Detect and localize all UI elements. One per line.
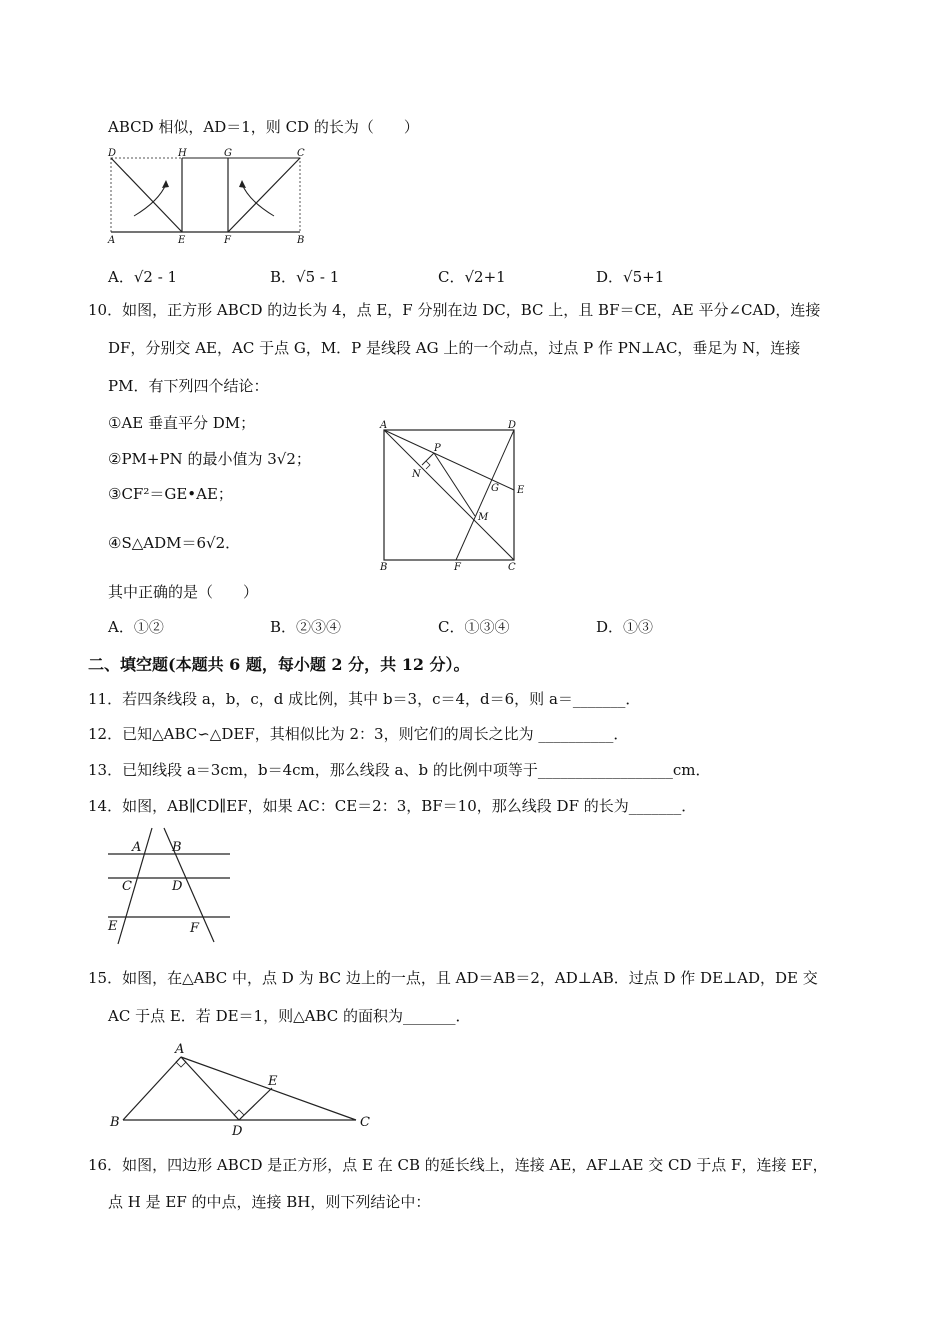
- q9-label-D: D: [108, 148, 117, 159]
- q9-label-A: A: [108, 235, 116, 246]
- q15-figure: [108, 1038, 378, 1138]
- q10-label-A: A: [380, 420, 388, 431]
- q10-label-C: C: [508, 562, 516, 573]
- q10-segment-DF: [456, 430, 514, 560]
- q15-label-A: A: [175, 1042, 185, 1057]
- q15-right-angle-D-icon: [234, 1110, 244, 1120]
- q10-line1: 10．如图，正方形 ABCD 的边长为 4，点 E，F 分别在边 DC，BC 上，且 BF＝CE，AE 平分∠CAD，连接: [88, 301, 821, 319]
- q10-ask: 其中正确的是（ ）: [108, 583, 259, 601]
- q9-arrowhead-right-icon: [239, 180, 246, 188]
- q9-stem-tail: ABCD 相似，AD＝1，则 CD 的长为（ ）: [108, 118, 419, 136]
- q15-segment-AB: [123, 1057, 181, 1120]
- q14-label-D: D: [172, 879, 183, 894]
- q10-label-E: E: [517, 485, 525, 496]
- q14-label-F: F: [190, 921, 200, 936]
- q10-conclusion-4: ④S△ADM＝6√2．: [108, 534, 241, 552]
- q10-choice-d[interactable]: D．①③: [596, 618, 654, 636]
- q16-line2: 点 H 是 EF 的中点，连接 BH，则下列结论中：: [108, 1193, 431, 1211]
- q11-text: 11．若四条线段 a，b，c，d 成比例，其中 b＝3，c＝4，d＝6，则 a＝_______．: [88, 690, 641, 708]
- q9-label-H: H: [178, 148, 187, 159]
- q9-choice-c[interactable]: C．√2+1: [438, 268, 506, 286]
- q12-text: 12．已知△ABC∽△DEF，其相似比为 2：3，则它们的周长之比为 __________．: [88, 725, 629, 743]
- q10-segment-AE: [384, 430, 514, 490]
- q9-arrowhead-left-icon: [162, 180, 169, 188]
- q10-choice-c[interactable]: C．①③④: [438, 618, 510, 636]
- q9-choice-a[interactable]: A．√2 - 1: [108, 268, 178, 286]
- q10-label-F: F: [454, 562, 461, 573]
- q10-label-N: N: [412, 469, 421, 480]
- q9-choice-b[interactable]: B．√5 - 1: [270, 268, 340, 286]
- q10-choices: [108, 616, 708, 638]
- q15-line1: 15．如图，在△ABC 中，点 D 为 BC 边上的一点，且 AD＝AB＝2，AD⊥AB．过点 D 作 DE⊥AD，DE 交: [88, 969, 818, 987]
- q10-line3: PM．有下列四个结论：: [108, 377, 269, 395]
- q10-diagonal-AC: [384, 430, 514, 560]
- q15-label-D: D: [232, 1124, 243, 1138]
- q10-choice-a[interactable]: A．①②: [108, 618, 164, 636]
- q10-label-P: P: [434, 443, 441, 454]
- q10-label-B: B: [380, 562, 388, 573]
- q9-figure: [104, 146, 308, 246]
- q9-label-B: B: [297, 235, 305, 246]
- q14-figure: [104, 826, 234, 946]
- q10-label-M: M: [478, 512, 489, 523]
- q10-right-angle-icon: [426, 461, 430, 469]
- q9-choice-d[interactable]: D．√5+1: [596, 268, 665, 286]
- q15-label-C: C: [360, 1115, 370, 1130]
- q14-label-E: E: [108, 919, 118, 934]
- q9-fold-arrow-left: [134, 184, 166, 216]
- q10-label-D: D: [508, 420, 517, 431]
- q14-label-B: B: [172, 840, 182, 855]
- q15-segment-AD: [181, 1057, 239, 1120]
- q14-text: 14．如图，AB∥CD∥EF，如果 AC：CE＝2：3，BF＝10，那么线段 DF 的长为_______．: [88, 797, 697, 815]
- q10-conclusion-2: ②PM+PN 的最小值为 3√2；: [108, 450, 311, 468]
- q9-dashed-rectangle: [111, 158, 300, 232]
- q10-figure: [376, 416, 526, 574]
- q10-conclusion-3: ③CF²＝GE•AE；: [108, 485, 233, 503]
- q10-line2: DF，分别交 AE，AC 于点 G，M．P 是线段 AG 上的一个动点，过点 P 作 PN⊥AC，垂足为 N，连接: [108, 339, 801, 357]
- q15-label-B: B: [110, 1115, 120, 1130]
- q9-segment-DE: [111, 158, 182, 232]
- q10-choice-b[interactable]: B．②③④: [270, 618, 342, 636]
- q9-label-F: F: [224, 235, 231, 246]
- q10-label-G: G: [491, 483, 499, 494]
- q9-label-G: G: [224, 148, 232, 159]
- q13-text: 13．已知线段 a＝3cm，b＝4cm，那么线段 a、b 的比例中项等于__________________cm．: [88, 761, 711, 779]
- q9-segment-CF: [228, 158, 300, 232]
- q10-conclusion-1: ①AE 垂直平分 DM；: [108, 414, 256, 432]
- q9-choices: [108, 266, 708, 288]
- q14-label-A: A: [132, 840, 142, 855]
- q9-label-C: C: [297, 148, 305, 159]
- q9-label-E: E: [178, 235, 186, 246]
- q14-label-C: C: [122, 879, 132, 894]
- section-2-title: 二、填空题(本题共 6 题，每小题 2 分，共 12 分）。: [88, 655, 470, 674]
- q15-line2: AC 于点 E．若 DE＝1，则△ABC 的面积为_______．: [108, 1007, 471, 1025]
- q16-line1: 16．如图，四边形 ABCD 是正方形，点 E 在 CB 的延长线上，连接 AE，AF⊥AE 交 CD 于点 F，连接 EF，: [88, 1156, 828, 1174]
- q15-label-E: E: [268, 1074, 278, 1089]
